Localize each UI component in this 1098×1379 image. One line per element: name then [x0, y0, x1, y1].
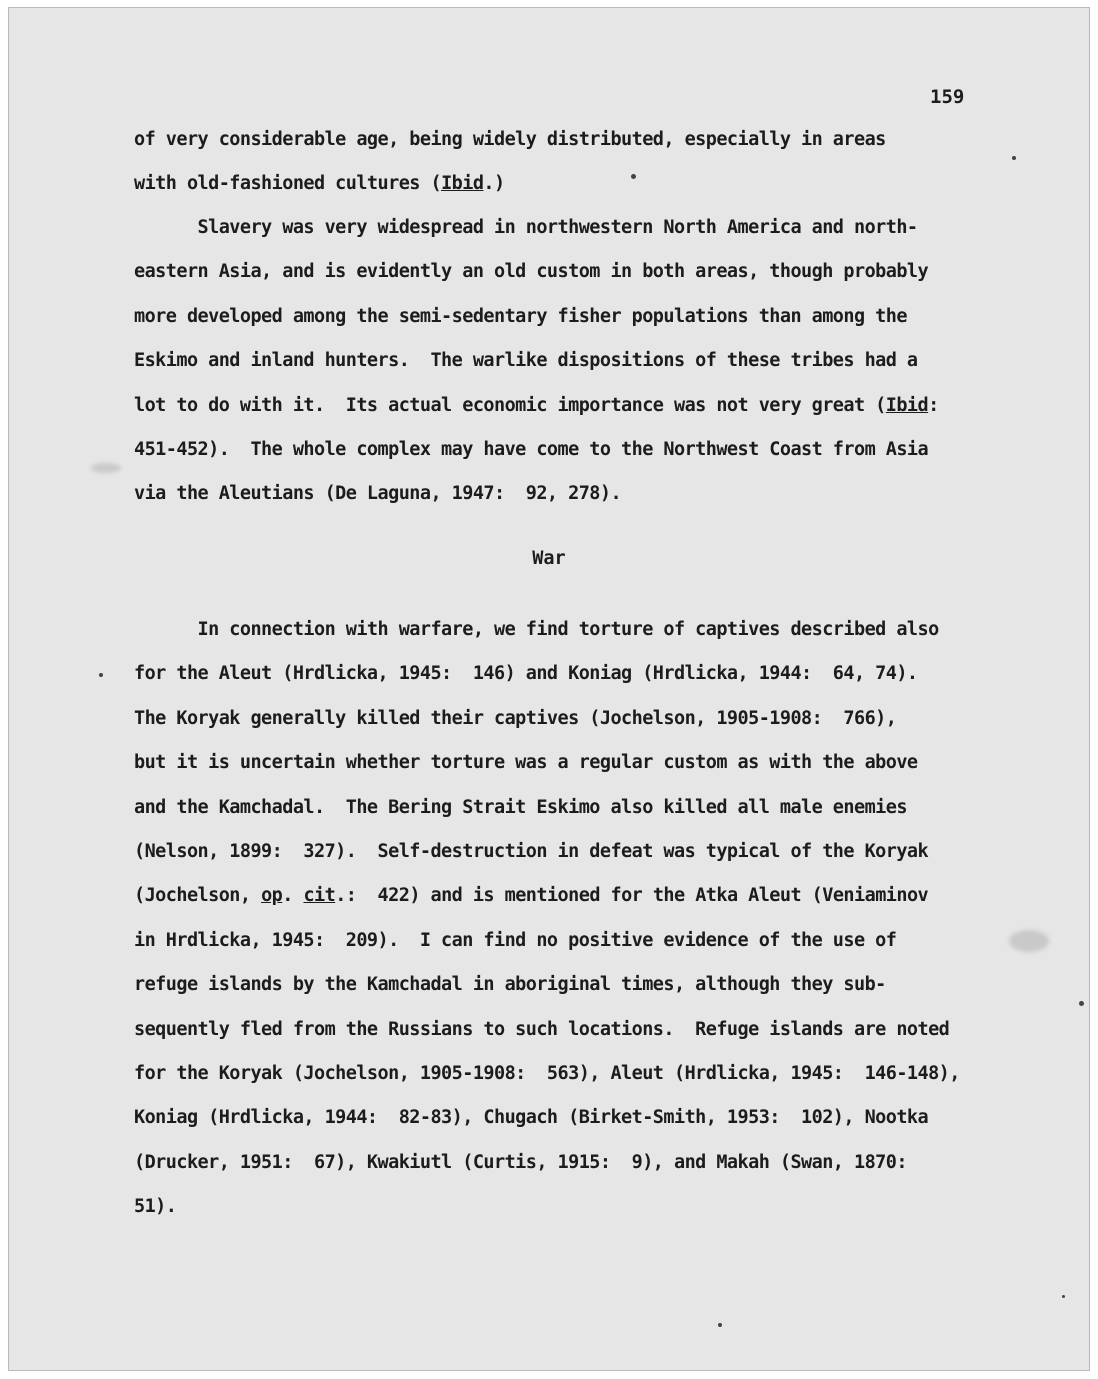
underlined-citation: cit [303, 885, 336, 907]
text-line [134, 1141, 1014, 1185]
text-line [134, 963, 1014, 1007]
text-run: 451-452). The whole complex may have come to the Northwest Coast from Asia [134, 439, 929, 461]
paragraph-1 [134, 118, 1014, 207]
ink-speck [1079, 1001, 1084, 1006]
text-run: (Drucker, 1951: 67), Kwakiutl (Curtis, 1915: 9), and Makah (Swan, 1870: [134, 1151, 907, 1173]
text-line [134, 472, 1014, 516]
text-line [134, 697, 1014, 741]
text-run: refuge islands by the Kamchadal in aboriginal times, although they sub- [134, 974, 886, 996]
text-line [134, 1008, 1014, 1052]
text-line [134, 250, 1014, 294]
text-run: with old-fashioned cultures ( [134, 173, 442, 195]
text-run: and the Kamchadal. The Bering Strait Eskimo also killed all male enemies [134, 796, 907, 818]
ink-speck [99, 673, 103, 677]
paper-smudge [91, 463, 121, 473]
text-line [134, 206, 1014, 250]
text-run: in Hrdlicka, 1945: 209). I can find no positive evidence of the use of [134, 929, 897, 951]
text-line [134, 1096, 1014, 1140]
underlined-citation: Ibid [441, 173, 484, 195]
text-run: Eskimo and inland hunters. The warlike dispositions of these tribes had a [134, 350, 918, 372]
text-run: of very considerable age, being widely distributed, especially in areas [134, 129, 886, 150]
paragraph-3 [134, 608, 1014, 1230]
ink-speck [1062, 1295, 1065, 1298]
text-run: 51). [134, 1196, 177, 1218]
text-line [134, 339, 1014, 383]
text-line [134, 786, 1014, 830]
text-run: . [282, 885, 304, 907]
text-run: (Nelson, 1899: 327). Self-destruction in defeat was typical of the Koryak [134, 841, 929, 863]
text-run: via the Aleutians (De Laguna, 1947: 92, 278). [134, 483, 622, 505]
text-line [134, 919, 1014, 963]
text-line [134, 295, 1014, 339]
paper-smudge [1009, 930, 1049, 952]
ink-speck [718, 1323, 722, 1327]
text-run: (Jochelson, [134, 885, 262, 907]
text-line [134, 874, 1014, 918]
text-run: more developed among the semi-sedentary fisher populations than among the [134, 305, 907, 327]
text-line [134, 830, 1014, 874]
text-line [134, 384, 1014, 428]
text-line [134, 652, 1014, 696]
text-line [134, 1052, 1014, 1096]
text-run: sequently fled from the Russians to such locations. Refuge islands are noted [134, 1018, 950, 1040]
underlined-citation: Ibid [885, 394, 929, 416]
text-run: Slavery was very widespread in northwestern North America and north- [134, 217, 918, 238]
text-line [134, 608, 1014, 652]
text-run: eastern Asia, and is evidently an old custom in both areas, though probably [134, 261, 929, 283]
text-run: for the Koryak (Jochelson, 1905-1908: 563), Aleut (Hrdlicka, 1945: 146-148), [134, 1063, 960, 1085]
text-line [134, 741, 1014, 785]
text-run: In connection with warfare, we find torture of captives described also [134, 619, 939, 640]
text-line [134, 118, 1014, 162]
text-run: .: 422) and is mentioned for the Atka Aleut (Veniaminov [335, 885, 929, 907]
section-heading: War [532, 548, 566, 569]
text-run: Koniag (Hrdlicka, 1944: 82-83), Chugach (Birket-Smith, 1953: 102), Nootka [134, 1107, 929, 1129]
text-run: The Koryak generally killed their captives (Jochelson, 1905-1908: 766), [134, 707, 897, 729]
text-line [134, 428, 1014, 472]
text-line [134, 1185, 1014, 1229]
paragraph-2 [134, 206, 1014, 517]
text-run: : [928, 394, 939, 416]
text-run: for the Aleut (Hrdlicka, 1945: 146) and Koniag (Hrdlicka, 1944: 64, 74). [134, 663, 918, 685]
text-run: but it is uncertain whether torture was a regular custom as with the above [134, 752, 918, 774]
text-run: .) [483, 173, 505, 195]
page-number: 159 [930, 86, 965, 108]
text-run: lot to do with it. Its actual economic importance was not very great ( [134, 394, 886, 416]
underlined-citation: op [261, 885, 283, 907]
text-line [134, 162, 1014, 206]
